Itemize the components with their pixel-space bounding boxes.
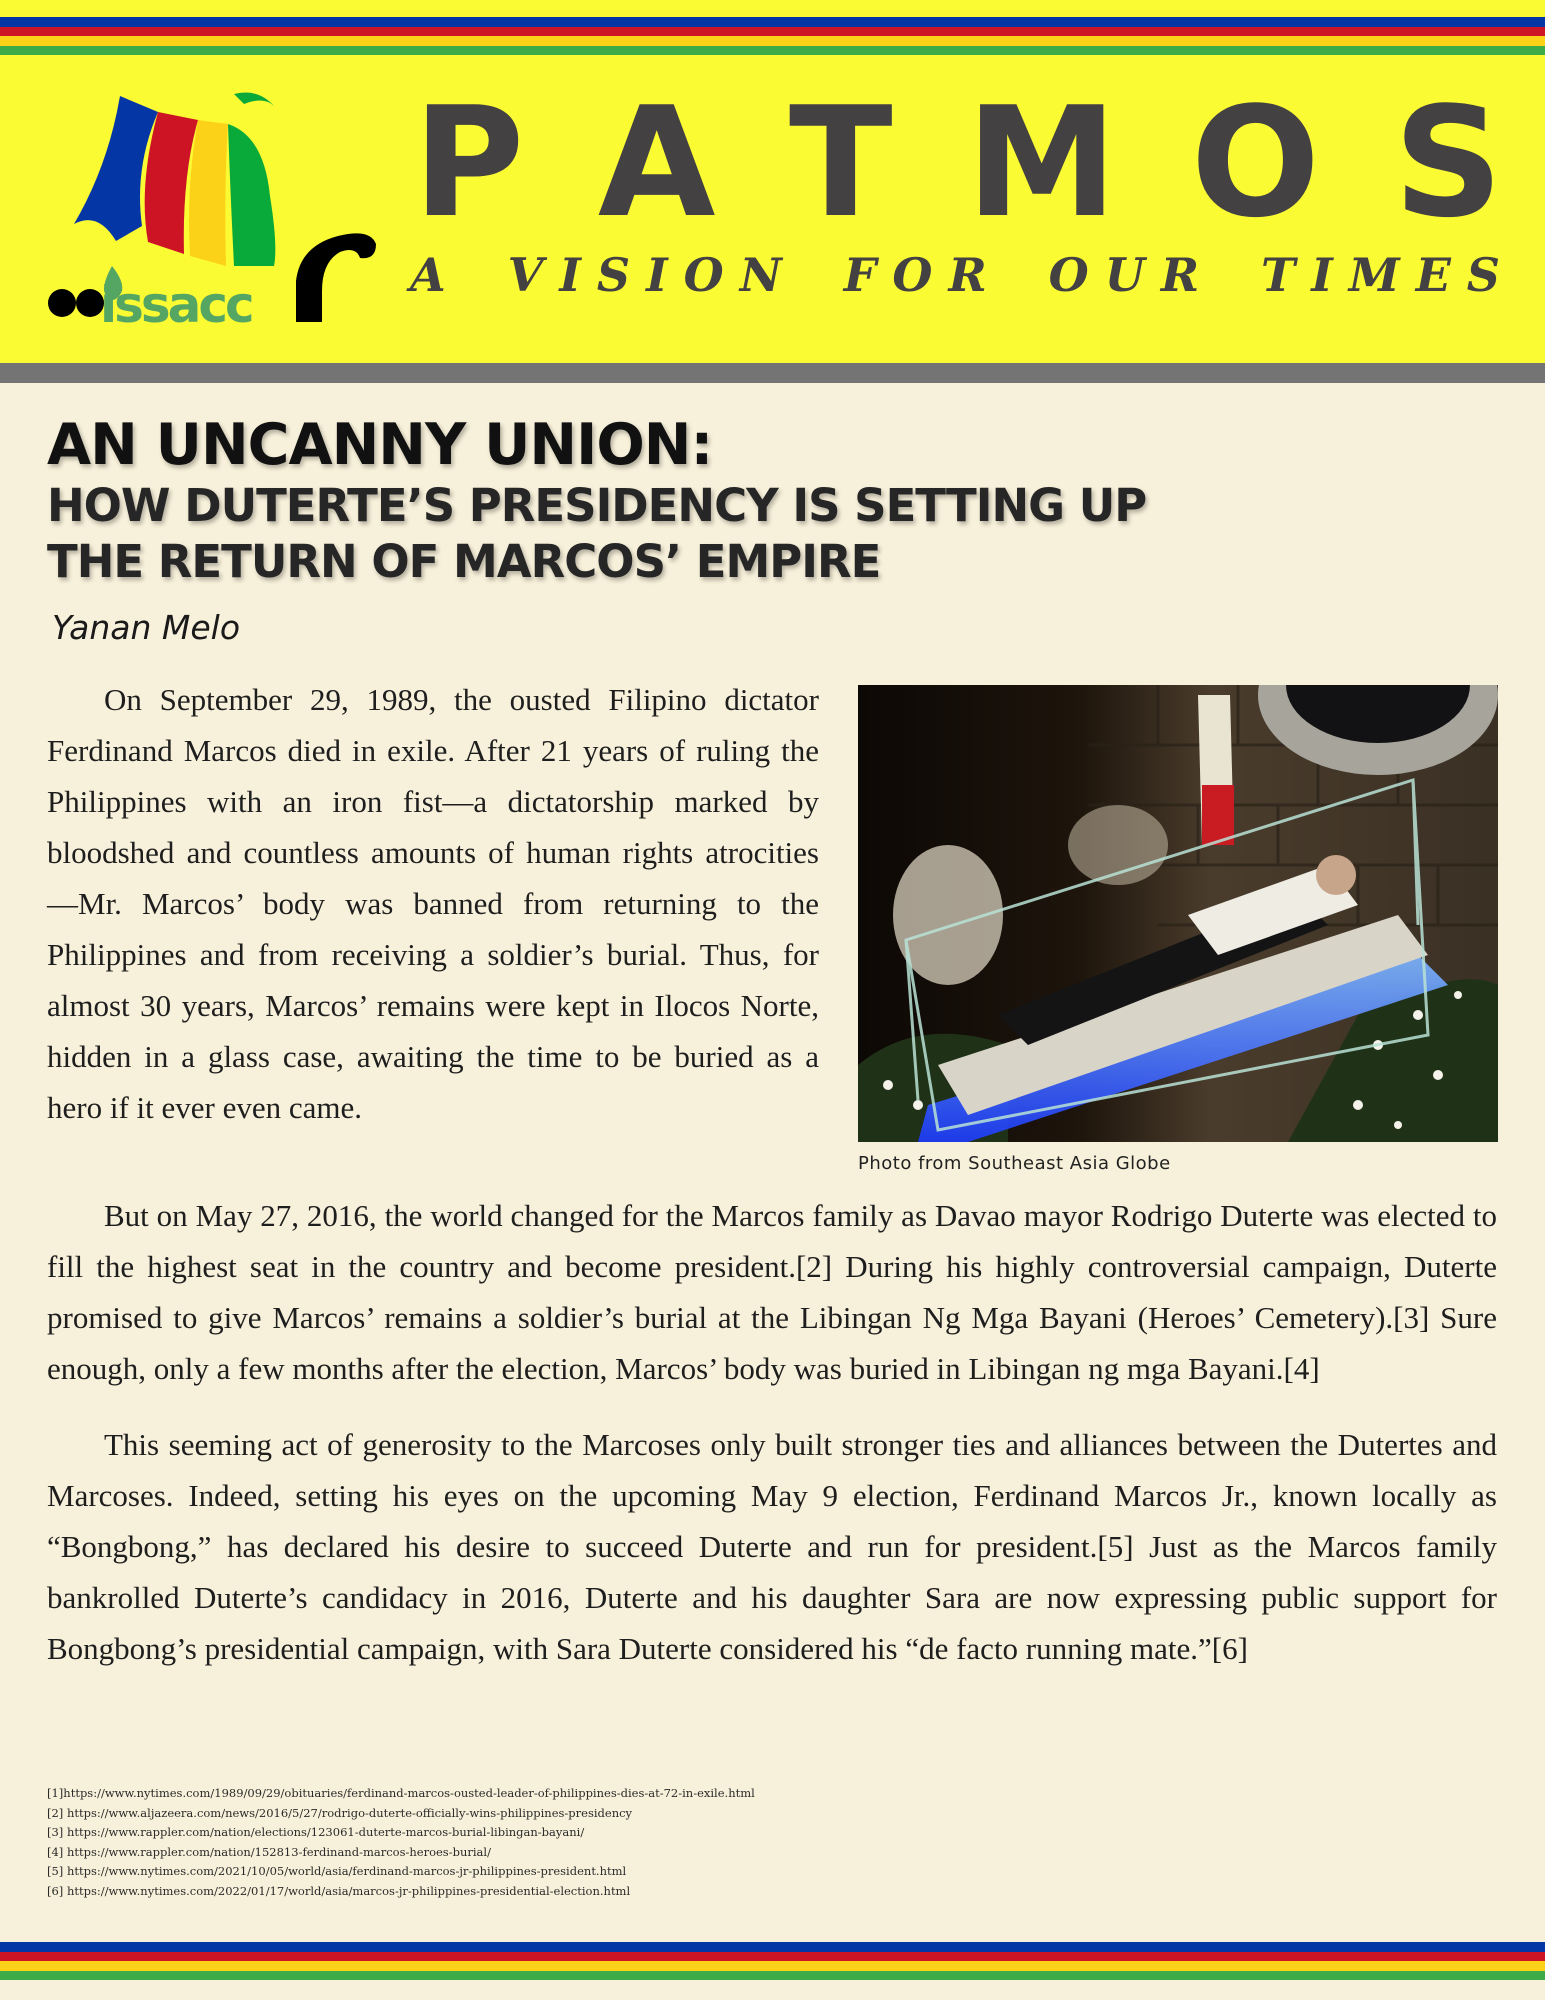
paragraph-2: But on May 27, 2016, the world changed for the Marcos family as Davao mayor Rodrigo Duterte was elected to fill the highest seat in the country and become president.[2] During his highly controversial campaign, Duterte promised to give Marcos’ remains a soldier’s burial at the Libingan Ng Mga Bayani (Heroes’ Cemetery).[3] Sure enough, only a few months after the election, Marcos’ body was buried in Libingan ng mga Bayani.[4] <box>47 1198 1497 1386</box>
paragraph-3: This seeming act of generosity to the Marcoses only built stronger ties and alliances between the Dutertes and Marcoses. Indeed, setting his eyes on the upcoming May 9 election, Ferdinand Marcos Jr., known locally as “Bongbong,” has declared his desire to succeed Duterte and run for president.[5] Just as the Marcos family bankrolled Duterte’s candidacy in 2016, Duterte and his daughter Sara are now expressing public support for Bongbong’s presidential campaign, with Sara Duterte considered his “de facto running mate.”[6] <box>47 1427 1497 1666</box>
article-photo <box>858 685 1498 1142</box>
publication-title <box>413 74 1503 251</box>
headline-sub-line-2: THE RETURN OF MARCOS’ EMPIRE <box>47 535 881 588</box>
tagline-word: O U R <box>1048 248 1200 302</box>
tagline-word: V I S I O N <box>507 248 782 302</box>
title-letter: O <box>1190 74 1321 251</box>
tagline-word: A <box>410 248 446 302</box>
glass-casket-photo-icon <box>858 685 1498 1142</box>
tagline-word: F O R <box>843 248 987 302</box>
title-letter: S <box>1393 74 1503 251</box>
masthead-divider <box>0 363 1545 383</box>
publication-tagline <box>410 248 1500 302</box>
article-headline <box>47 412 1347 590</box>
photo-caption: Photo from Southeast Asia Globe <box>858 1153 1171 1174</box>
footnote-link[interactable]: [3] https://www.rappler.com/nation/elections/123061-duterte-marcos-burial-libingan-bayani/ <box>47 1825 585 1839</box>
article-body <box>47 1190 1497 1674</box>
footnote-link[interactable]: [5] https://www.nytimes.com/2021/10/05/world/asia/ferdinand-marcos-jr-philippines-president.html <box>47 1864 627 1878</box>
masthead <box>0 0 1545 363</box>
article-body-intro <box>47 674 819 1133</box>
footnote-link[interactable]: [1]https://www.nytimes.com/1989/09/29/obituaries/ferdinand-marcos-ousted-leader-of-philippines-dies-at-72-in-exile.html <box>47 1786 755 1800</box>
headline-main: AN UNCANNY UNION: <box>47 412 713 478</box>
paragraph-1: On September 29, 1989, the ousted Filipino dictator Ferdinand Marcos died in exile. After 21 years of ruling the Philippines with an iron fist—a dictatorship marked by bloodshed and countless amounts of human rights atrocities—Mr. Marcos’ body was banned from returning to the Philippines and from receiving a soldier’s burial. Thus, for almost 30 years, Marcos’ remains were kept in Ilocos Norte, hidden in a glass case, awaiting the time to be buried as a hero if it ever even came. <box>47 682 819 1125</box>
author-byline: Yanan Melo <box>52 608 241 647</box>
title-letter: P <box>413 74 525 251</box>
flag-stripes-top <box>0 17 1545 55</box>
svg-text:issacc: issacc <box>100 276 252 326</box>
footnotes <box>47 1784 947 1901</box>
title-letter: T <box>788 74 893 251</box>
headline-sub-line-1: HOW DUTERTE’S PRESIDENCY IS SETTING UP <box>47 479 1147 532</box>
title-letter: M <box>966 74 1118 251</box>
title-letter: A <box>597 74 716 251</box>
footnote-link[interactable]: [6] https://www.nytimes.com/2022/01/17/world/asia/marcos-jr-philippines-presidential-election.html <box>47 1883 631 1898</box>
isaccr-sail-logo-icon <box>38 76 383 326</box>
tagline-word: T I M E S <box>1260 248 1500 302</box>
footnote-link[interactable]: [2] https://www.aljazeera.com/news/2016/5/27/rodrigo-duterte-officially-wins-philippines-presidency <box>47 1805 633 1820</box>
footnote-link[interactable]: [4] https://www.rappler.com/nation/152813-ferdinand-marcos-heroes-burial/ <box>47 1844 491 1859</box>
flag-stripes-bottom <box>0 1942 1545 1980</box>
